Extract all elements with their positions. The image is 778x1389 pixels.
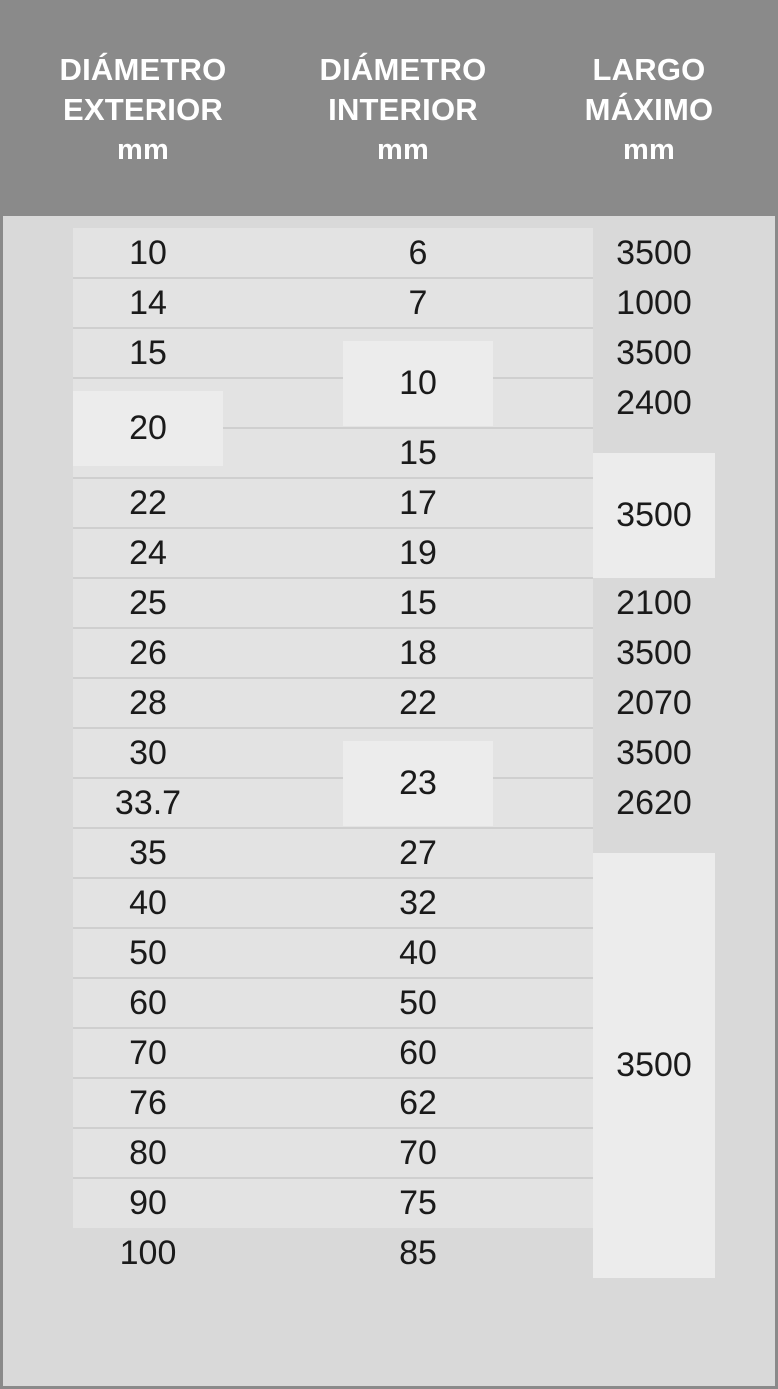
cell-max-length: 2070 — [616, 683, 692, 722]
cell-outer-diameter: 90 — [129, 1183, 167, 1222]
cell-max-length: 3500 — [616, 496, 692, 534]
header-outer-diameter — [3, 3, 283, 216]
cell-max-length: 3500 — [616, 233, 692, 272]
cell-inner-diameter: 32 — [399, 883, 437, 922]
cell-max-length: 3500 — [616, 1046, 692, 1084]
cell-outer-diameter: 76 — [129, 1083, 167, 1122]
cell-outer-diameter: 28 — [129, 683, 167, 722]
cell-inner-diameter: 23 — [399, 764, 437, 802]
cell-outer-diameter: 33.7 — [114, 783, 182, 822]
cell-inner-diameter: 75 — [399, 1183, 437, 1222]
cell-inner-diameter: 60 — [399, 1033, 437, 1072]
cell-inner-diameter: 70 — [399, 1133, 437, 1172]
table-header — [3, 3, 775, 216]
cell-outer-diameter: 26 — [129, 633, 167, 672]
cell-max-length: 2100 — [616, 583, 692, 622]
cell-outer-diameter: 24 — [129, 533, 167, 572]
cell-inner-diameter: 85 — [399, 1233, 437, 1272]
header-outer-diameter-line2: EXTERIOR — [62, 91, 224, 127]
cell-inner-diameter: 18 — [399, 633, 437, 672]
header-max-length — [523, 3, 775, 216]
cell-inner-diameter: 40 — [399, 933, 437, 972]
cell-max-length: 2400 — [616, 383, 692, 422]
cell-outer-diameter: 20 — [129, 409, 167, 447]
cell-outer-diameter: 15 — [129, 333, 167, 372]
cell-outer-diameter: 25 — [129, 583, 167, 622]
cell-inner-diameter: 62 — [399, 1083, 437, 1122]
cell-outer-diameter: 80 — [129, 1133, 167, 1172]
cell-inner-diameter: 50 — [399, 983, 437, 1022]
cell-inner-diameter: 10 — [399, 364, 437, 402]
cell-outer-diameter: 30 — [129, 733, 167, 772]
cell-inner-diameter: 6 — [408, 233, 428, 272]
cell-inner-diameter: 19 — [399, 533, 437, 572]
cell-outer-diameter: 100 — [119, 1233, 177, 1272]
header-inner-diameter-unit: mm — [377, 133, 429, 166]
cell-max-length: 3500 — [616, 733, 692, 772]
cell-outer-diameter: 35 — [129, 833, 167, 872]
header-max-length-line1: LARGO — [592, 51, 706, 87]
cell-outer-diameter: 10 — [129, 233, 167, 272]
header-inner-diameter-line1: DIÁMETRO — [319, 51, 487, 87]
cell-outer-diameter: 70 — [129, 1033, 167, 1072]
cell-inner-diameter: 15 — [399, 583, 437, 622]
cell-inner-diameter: 27 — [399, 833, 437, 872]
header-outer-diameter-line1: DIÁMETRO — [59, 51, 227, 87]
header-inner-diameter — [283, 3, 523, 216]
header-inner-diameter-line2: INTERIOR — [328, 91, 478, 127]
header-max-length-line2: MÁXIMO — [584, 91, 714, 127]
cell-outer-diameter: 14 — [129, 283, 167, 322]
cell-max-length: 3500 — [616, 333, 692, 372]
cell-max-length: 1000 — [616, 283, 692, 322]
cell-outer-diameter: 40 — [129, 883, 167, 922]
header-max-length-unit: mm — [623, 133, 675, 166]
cell-outer-diameter: 22 — [129, 483, 167, 522]
cell-max-length: 3500 — [616, 633, 692, 672]
cell-inner-diameter: 22 — [399, 683, 437, 722]
cell-max-length: 2620 — [616, 783, 692, 822]
header-outer-diameter-unit: mm — [117, 133, 169, 166]
cell-outer-diameter: 50 — [129, 933, 167, 972]
cell-inner-diameter: 7 — [408, 283, 428, 322]
cell-inner-diameter: 15 — [399, 433, 437, 472]
table-body — [3, 216, 775, 1386]
cell-inner-diameter: 17 — [399, 483, 437, 522]
cell-outer-diameter: 60 — [129, 983, 167, 1022]
